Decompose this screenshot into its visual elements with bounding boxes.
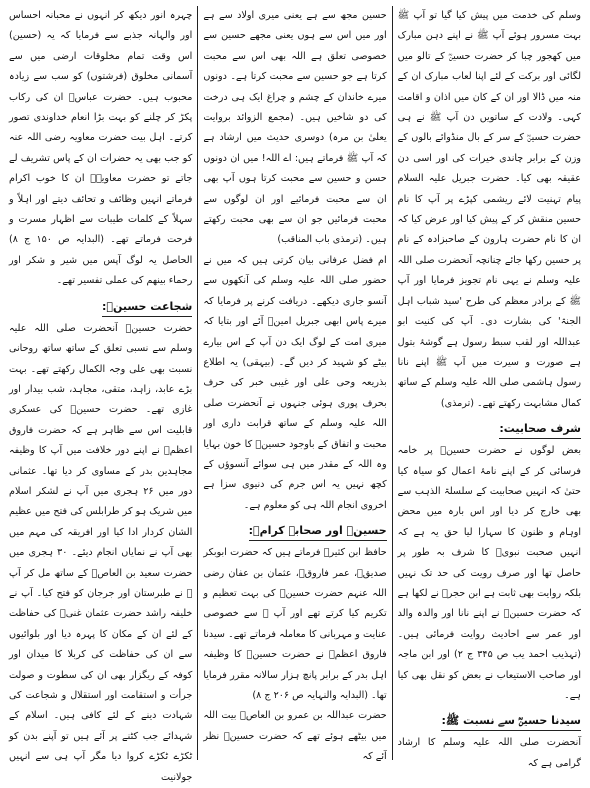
column-left — [4, 6, 197, 783]
paragraph: آنحضرت صلی اللہ علیہ وسلم کا ارشاد گرامی ہے کہ — [397, 737, 581, 769]
paragraph: بعض لوگوں نے حضرت حسینؓ پر خامہ فرسائی کر کے اپنے نامۂ اعمال کو سیاہ کیا حتیٰ کہ انہیں صحابیت کے سلسلۃ الذہب سے بھی خارج کر دیا اور اس بارہ میں محض اوہام و ظنون کا سہارا لیا حق یہ ہے کہ انہیں صحبت نبویؐ کا شرف بہ طور پر حاصل تھا اور صرف رویت کی حد تک نہیں بلکہ روایت بھی ثابت ہے ابن حجرؒ نے لکھا ہے کہ حضرت حسینؓ نے اپنے نانا اور والدہ والد اور عمر سے احادیث روایت فرمائی ہیں۔ (تہذیب احمد یب ص ۳۴۵ ج ۲) اور ابن ماجہ اور صاحب الاستیعاب نے بعض کو نقل بھی کیا ہے۔ — [397, 445, 582, 701]
column-middle — [197, 6, 391, 763]
paragraph: حضرت عبداللہ بن عمرو بن العاصؓ بیت اللہ میں بیٹھے ہوئے تھے کہ حضرت حسینؓ نظر آئے کہ — [203, 710, 387, 763]
section-heading: حسینؓ اور صحابہ کرامؓ: — [249, 522, 387, 541]
paragraph: ام فضل عرفانی بیان کرتی ہیں کہ میں نے حضور صلی اللہ علیہ وسلم کی آنکھوں سے آنسو جاری دیکھے۔ دریافت کرنے پر فرمایا کہ میرے پاس ابھی جبریل امینؑ آئے اور بتایا کہ میری امت کے لوگ ایک دن آپ کے اس بیارے بیٹے کو شہید کر دیں گے۔ (بیہقی) یہ اطلاع بذریعہ وحی علی اور غیبی خبر کی حرف بحرف پوری ہوئی جنہوں نے آنحضرت صلی اللہ علیہ وسلم کے ساتھ قرابت داری اور محبت و اتفاق کے باوجود حسینؓ کا خون بہایا وہ اللہ کے مقدر میں ہی سوائے آنسوؤں کے کچھ نہیں یہ اس جرم کی دنیوی سزا ہے اخروی انجام اللہ ہی کو معلوم ہے۔ — [203, 254, 387, 511]
paragraph: حسین مجھ سے ہے یعنی میری اولاد سے ہے اور میں اس سے ہوں یعنی مجھے حسین سے خصوصی تعلق ہے اللہ بھی اس سے محبت کرتا ہے جو حسین سے محبت کرتا ہے۔ دونوں میرے خاندان کے چشم و چراغ ایک ہی درخت کی دو شاخیں ہیں۔ (مجمع الزوائد بروایت یعلیٰ بن مرہ) دوسری حدیث میں ارشاد ہے کہ آپ ﷺ فرماتے ہیں: اے اللہ! میں ان دونوں حسن و حسین سے محبت کرتا ہوں آپ بھی ان سے محبت فرمائیے اور ان لوگوں سے محبت فرمائیں جو ان سے بھی محبت رکھتے ہیں۔ (ترمذی باب المناقب) — [203, 10, 387, 246]
paragraph: حضرت حسینؓ آنحضرت صلی اللہ علیہ وسلم سے نسبی تعلق کے ساتھ ساتھ روحانی نسبت بھی علی وجہ الکمال رکھتے تھے۔ بہت بڑے عابد، زاہد، متقی، مجاہد، شب بیدار اور غازی تھے۔ حضرت حسینؓ کی عسکری قابلیت اس سے ظاہر ہے کہ حضرت فاروق اعظمؓ نے اپنے دور خلافت میں آپ کا وظیفہ مجاہدین بدر کے مساوی کر دیا تھا۔ عثمانی دور میں ۲۶ ہجری میں آپ نے لشکر اسلام میں شریک ہو کر طرابلس کی فتح میں عظیم الشان کردار ادا کیا اور افریقہ کی مہم میں بھی آپ نے نمایاں انجام دیئے۔ ۳۰ ہجری میں حضرت سعید بن العاصؓ کے ساتھ مل کر آپ ﷺ نے طبرستان اور جرجان کو فتح کیا۔ آپ نے خلیفہ راشد حضرت عثمان غنیؓ کی حفاظت کے لئے ان کے مکان کا پہرہ دیا اور بلوائیوں سے ان کی حفاظت کی کربلا کا میدان اور کوفہ کے ریگزار بھی ان کی سطوت و صولت جرأت و استقامت اور استقلال و شجاعت کی شہادت دینے کے لئے کافی ہیں۔ اسلام کے شہدائے جب کٹنے پر آئے ہیں تو آپنے بدن کو ٹکڑے ٹکڑے کروا دیا مگر آپ ہی سے انہیں جولانیت — [9, 322, 193, 783]
paragraph: چہرہ انور دیکھ کر انہوں نے محبانہ احساس اور والہانہ جذبے سے فرمایا کہ یہ (حسین) اس وقت تمام مخلوقات ارضی میں سے آسمانی مخلوق (فرشتوں) کو سب سے زیادہ محبوب ہیں۔ حضرت عباسؓ ان کی رکاب پکڑ کر چلنے کو بہت بڑا انعام خداوندی تصور کرتے۔ اہل بیت حضرت معاویہ رضی اللہ عنہ کو جب بھی یہ حضرات ان کے پاس تشریف لے جاتے تو حضرت معاویہؓ ان کا خوب اکرام فرماتے انہیں وظائف و تحائف دیتے اور اہلاً و سہلاً کے کلمات طیبات سے اظہار مسرت و فرحت فرماتے تھے۔ (البدایہ ص ۱۵۰ ج ۸) الحاصل یہ لوگ آپس میں شیر و شکر اور رحماء بینھم کی عملی تفسیر تھے۔ — [9, 10, 193, 287]
paragraph: حافظ ابن کثیرؒ فرماتے ہیں کہ حضرت ابوبکر صدیقؓ، عمر فاروقؓ، عثمان بن عفان رضی اللہ عنہم حضرت حسینؓ کی بہت تعظیم و تکریم کیا کرتے تھے اور آپ ﷺ سے خصوصی عنایت و مہربانی کا معاملہ فرماتے تھے۔ سیدنا فاروق اعظمؓ نے حضرت حسینؓ کا وظیفہ اہل بدر کے برابر پانچ ہزار سالانہ مقرر فرمایا تھا۔ (البدایہ والنہایہ ص ۲۰۶ ج ۸) — [203, 547, 387, 701]
paragraph: وسلم کی خدمت میں پیش کیا گیا تو آپ ﷺ بہت مسرور ہوئے آپ ﷺ نے اپنے دہن مبارک میں کھجور چبا کر حضرت حسینؓ کے تالو میں لگائی اور برکت کے لئے اپنا لعاب مبارک ان کے منہ میں ڈالا اور ان کے کان میں اذان و اقامت کہی۔ ولادت کے ساتویں دن آپ ﷺ نے ہی حضرت حسینؓ کے سر کے بال منڈوائے بالوں کے وزن کے برابر چاندی خیرات کی اور اسی دن عقیقہ بھی کیا۔ حضرت جبریل علیہ السلام پیام تہنیت لائے ریشمی کپڑے پر آپ کا نام حسین منقش کر کے پیش کیا اور عرض کیا کہ ان کا نام حضرت ہارون کے صاحبزادہ کے نام پر حسین رکھا جائے چنانچہ آنحضرت صلی اللہ علیہ وسلم نے یہی نام تجویز فرمایا اور آپ ﷺ کے برادر معظم کی طرح 'سید شباب اہل الجنۃ' کی بشارت دی۔ آپ کی کنیت ابو عبداللہ اور لقب سبط رسول ہے گوشۂ بتول ہے صورت و سیرت میں آپ ﷺ اپنے نانا رسول ہاشمی صلی اللہ علیہ وسلم کے ساتھ کمال مشابہت رکھتے تھے۔ (ترمذی) — [397, 10, 581, 409]
section-heading: سیدنا حسینؓ سے نسبت ﷺ: — [441, 712, 581, 731]
column-right — [392, 6, 586, 769]
section-heading: شجاعت حسینؓ: — [102, 298, 192, 317]
section-heading: شرف صحابیت: — [499, 420, 581, 439]
